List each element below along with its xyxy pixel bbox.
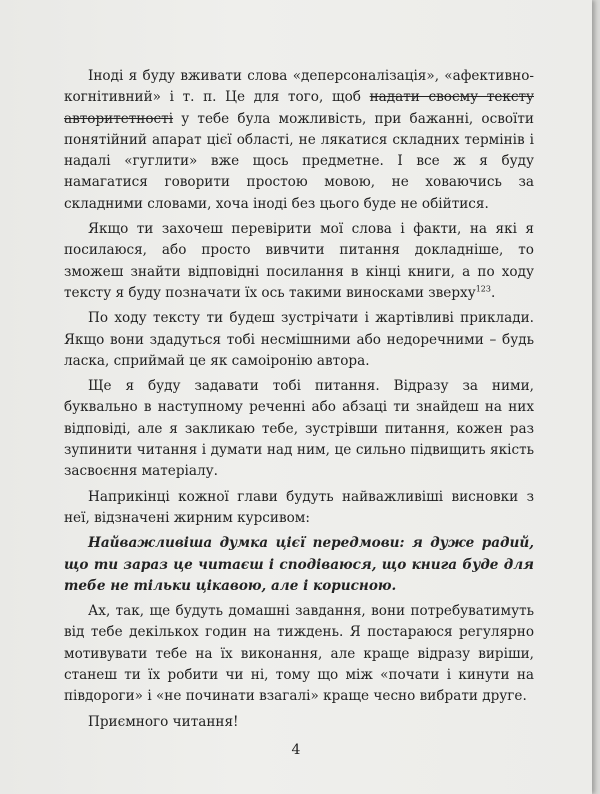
key-thought: Найважливіша думка цієї передмови: я дуже радий, що ти зараз це читаєш і сподіваюся, що книга буде для тебе не тільки цікавою, але і корисною. [64,535,534,594]
paragraph-terms [64,66,534,215]
paragraph-references [64,219,534,304]
page-number: 4 [291,742,301,758]
paragraph-questions: Ще я буду задавати тобі питання. Відразу за ними, буквально в наступному реченні або абзаці ти знайдеш на них відповіді, але я закликаю тебе, зустрівши питання, кожен раз зупинити читання і думати над ним, це сильно підвищить якість засвоєння матеріалу. [64,378,534,480]
paragraph-text: у тебе була можливість, при бажанні, освоїти понятійний апарат цієї області, не лякатися складних термінів і надалі «гуглити» вже щось предметне. І все ж я буду намагатися говорити простою мовою, не ховаючись за складними словами, хоча іноді без цього буде не обійтися. [64,110,534,212]
paragraph-homework: Ах, так, ще будуть домашні завдання, вони потребуватимуть від тебе декількох годин на тиждень. Я постараюся регулярно мотивувати тебе на їх виконання, але краще відразу виріши, станеш ти їх робити чи ні, тому що між «почати і кинути на півдороги» і «не починати взагалі» краще чесно вибрати друге. [64,603,534,705]
paragraph-text: Іноді я буду вживати слова «деперсоналізація», «афективно-когнітивний» і т. п. Це для того, щоб [64,68,534,106]
footnote-marker: 123 [475,284,491,294]
paragraph-closing: Приємного читання! [88,713,239,730]
body-text [64,66,534,737]
paragraph-conclusions: Наприкінці кожної глави будуть найважливіші висновки з неї, відзначені жирним курсивом: [64,488,534,526]
struck-through-text: надати своєму тексту авторитетності [64,89,534,127]
paragraph-text: . [490,284,496,301]
paragraph-text: Якщо ти захочеш перевірити мої слова і факти, на які я посилаюся, або просто вивчити питання докладніше, то зможеш знайти відповідні посилання в кінці книги, а по ходу тексту я буду позначати їх ось такими виносками зверху [64,221,534,301]
paragraph-jokes: По ходу тексту ти будеш зустрічати і жартівливі приклади. Якщо вони здадуться тобі несмішними або недоречними – будь ласка, сприймай це як самоіронію автора. [64,310,534,369]
